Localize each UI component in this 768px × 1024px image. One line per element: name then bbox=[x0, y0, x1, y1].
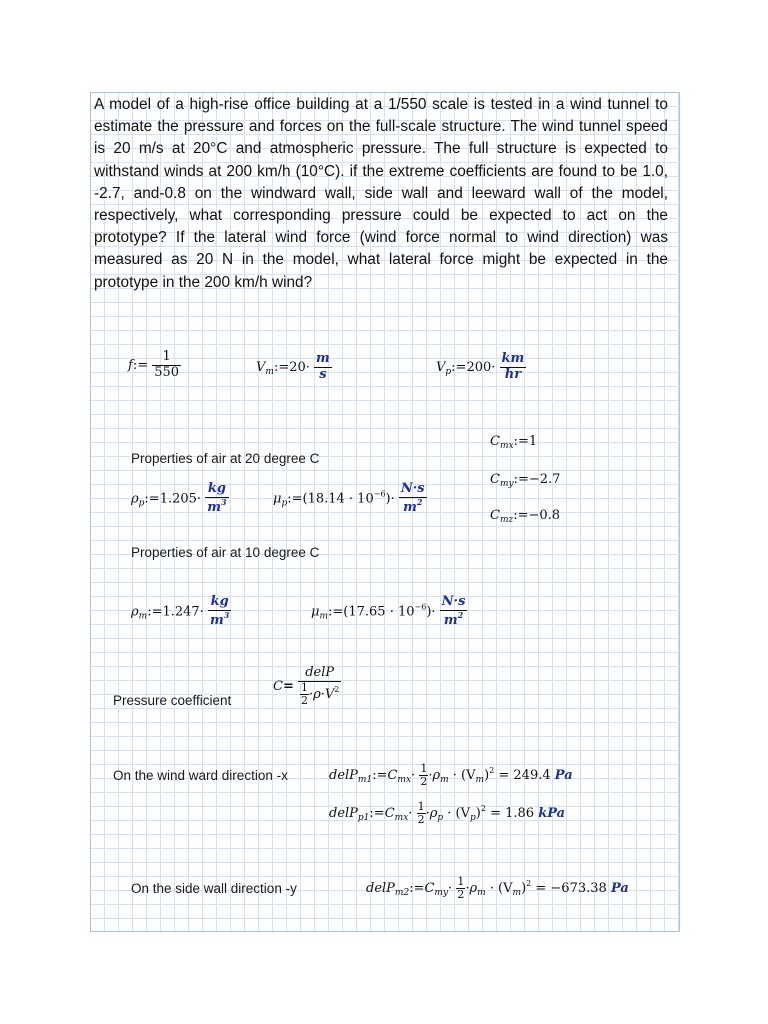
coef-my-eq: $C_{my}:=-2.7$ bbox=[490, 472, 561, 489]
delP-p1-eq: $delP_{p1}:=C_{mx}\cdot$ $\frac{1}{2}$ $\cdot\rho_p \cdot (V_p)^2 = 1.86$ kPa bbox=[329, 800, 566, 827]
rho-p-eq: $\rho_p:=1.205\cdot$ $\frac{kg}{m^3}$ bbox=[131, 481, 227, 515]
sidewall-label: On the side wall direction -y bbox=[131, 881, 297, 896]
pressure-coef-label: Pressure coefficient bbox=[113, 693, 232, 708]
windward-label: On the wind ward direction -x bbox=[113, 768, 288, 783]
problem-statement: A model of a high-rise office building at a 1/550 scale is tested in a wind tunnel to estimate the pressure and forces on the full-scale structure. The wind tunnel speed is 20 m/s at 20°C and atmospheric pressure. The full structure is expected to withstand winds at 200 km/h (10°C). if the extreme coefficients are found to be 1.0, -2.7, and-0.8 on the windward wall, side wall and leeward wall of the model, respectively, what corresponding pressure could be expected to act on the prototype? If the lateral wind force (wind force normal to wind direction) was measured as 20 N in the model, what lateral force might be expected in the prototype in the 200 km/h wind? bbox=[94, 96, 668, 291]
model-velocity-eq: $V_m:=20\cdot$ $\frac{m}{s}$ bbox=[256, 351, 330, 382]
delP-m2-eq: $delP_{m2}:=C_{my}\cdot$ $\frac{1}{2}$ $\cdot\rho_m \cdot (V_m)^2 = -673.38$ Pa bbox=[366, 875, 629, 902]
rho-m-eq: $\rho_m:=1.247\cdot$ $\frac{kg}{m^3}$ bbox=[131, 594, 230, 628]
scale-factor-eq: f:= $\frac{1}{550}$ bbox=[128, 349, 180, 380]
pressure-coef-def: C= delP $\frac{1}{2}$ $\cdot\rho\cdot V^2$ bbox=[273, 665, 340, 708]
mu-p-eq: $\mu_p:=(18.14 \cdot 10^{-6})\cdot$ $\frac{N\cdot s}{m^2}$ bbox=[273, 481, 425, 515]
coef-mz-eq: $C_{mz}:=-0.8$ bbox=[490, 508, 561, 525]
coef-mx-eq: $C_{mx}:=1$ bbox=[490, 434, 538, 451]
air-20c-label: Properties of air at 20 degree C bbox=[131, 451, 320, 466]
prototype-velocity-eq: $V_p:=200\cdot$ $\frac{km}{hr}$ bbox=[436, 351, 525, 382]
air-10c-label: Properties of air at 10 degree C bbox=[131, 545, 320, 560]
delP-m1-eq: $delP_{m1}:=C_{mx}\cdot$ $\frac{1}{2}$ $\cdot\rho_m \cdot (V_m)^2 = 249.4$ Pa bbox=[329, 762, 573, 789]
mu-m-eq: $\mu_m:=(17.65 \cdot 10^{-6})\cdot$ $\frac{N\cdot s}{m^2}$ bbox=[311, 594, 466, 628]
